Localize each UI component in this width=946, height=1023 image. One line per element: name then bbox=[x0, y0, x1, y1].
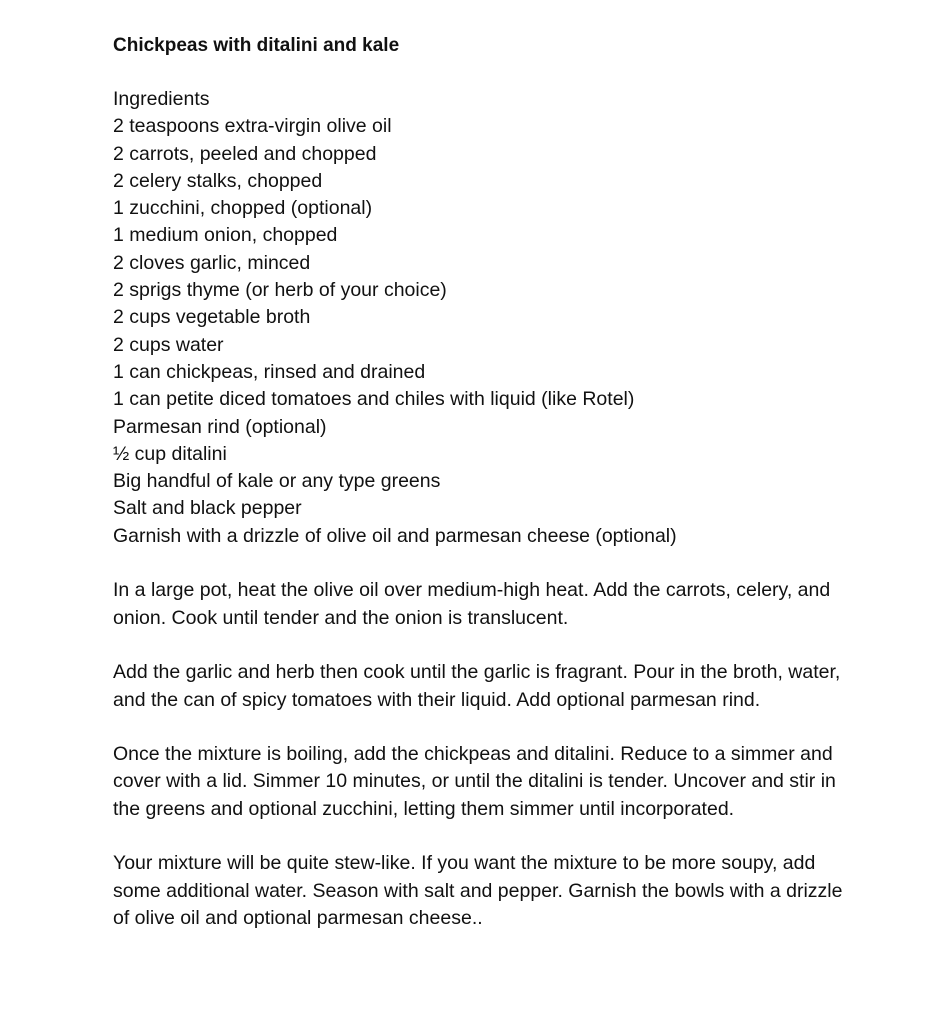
ingredient-item: 2 cups water bbox=[113, 333, 224, 356]
instruction-step: Add the garlic and herb then cook until the garlic is fragrant. Pour in the broth, water, and the can of spicy tomatoes with their liquid. Add optional parmesan rind. bbox=[113, 661, 841, 711]
ingredient-item: 1 can petite diced tomatoes and chiles with liquid (like Rotel) bbox=[113, 388, 635, 411]
ingredient-item: 2 cups vegetable broth bbox=[113, 306, 311, 329]
ingredient-item: 1 can chickpeas, rinsed and drained bbox=[113, 360, 426, 383]
instruction-step: In a large pot, heat the olive oil over medium-high heat. Add the carrots, celery, and onion. Cook until tender and the onion is translucent. bbox=[113, 579, 831, 629]
ingredient-item: 1 medium onion, chopped bbox=[113, 224, 338, 247]
ingredient-item: Parmesan rind (optional) bbox=[113, 415, 327, 438]
ingredients-list bbox=[113, 113, 843, 550]
ingredient-item: 2 cloves garlic, minced bbox=[113, 251, 311, 274]
ingredient-item: 1 zucchini, chopped (optional) bbox=[113, 197, 373, 220]
ingredient-item: Garnish with a drizzle of olive oil and parmesan cheese (optional) bbox=[113, 524, 677, 547]
recipe-title: Chickpeas with ditalini and kale bbox=[113, 35, 400, 56]
ingredient-item: 2 carrots, peeled and chopped bbox=[113, 142, 377, 165]
instruction-step: Your mixture will be quite stew-like. If you want the mixture to be more soupy, add some additional water. Season with salt and pepper. Garnish the bowls with a drizzle of olive oil and optional parmesan cheese.. bbox=[113, 852, 843, 929]
ingredient-item: Salt and black pepper bbox=[113, 497, 302, 520]
ingredient-item: 2 sprigs thyme (or herb of your choice) bbox=[113, 279, 447, 302]
ingredient-item: 2 celery stalks, chopped bbox=[113, 169, 323, 192]
instruction-step: Once the mixture is boiling, add the chickpeas and ditalini. Reduce to a simmer and cover with a lid. Simmer 10 minutes, or until the ditalini is tender. Uncover and stir in the greens and optional zucchini, letting them simmer until incorporated. bbox=[113, 743, 836, 820]
ingredients-heading: Ingredients bbox=[113, 88, 210, 110]
ingredient-item: Big handful of kale or any type greens bbox=[113, 470, 441, 493]
ingredient-item: ½ cup ditalini bbox=[113, 442, 227, 465]
recipe-document bbox=[113, 32, 843, 932]
ingredient-item: 2 teaspoons extra-virgin olive oil bbox=[113, 115, 392, 138]
